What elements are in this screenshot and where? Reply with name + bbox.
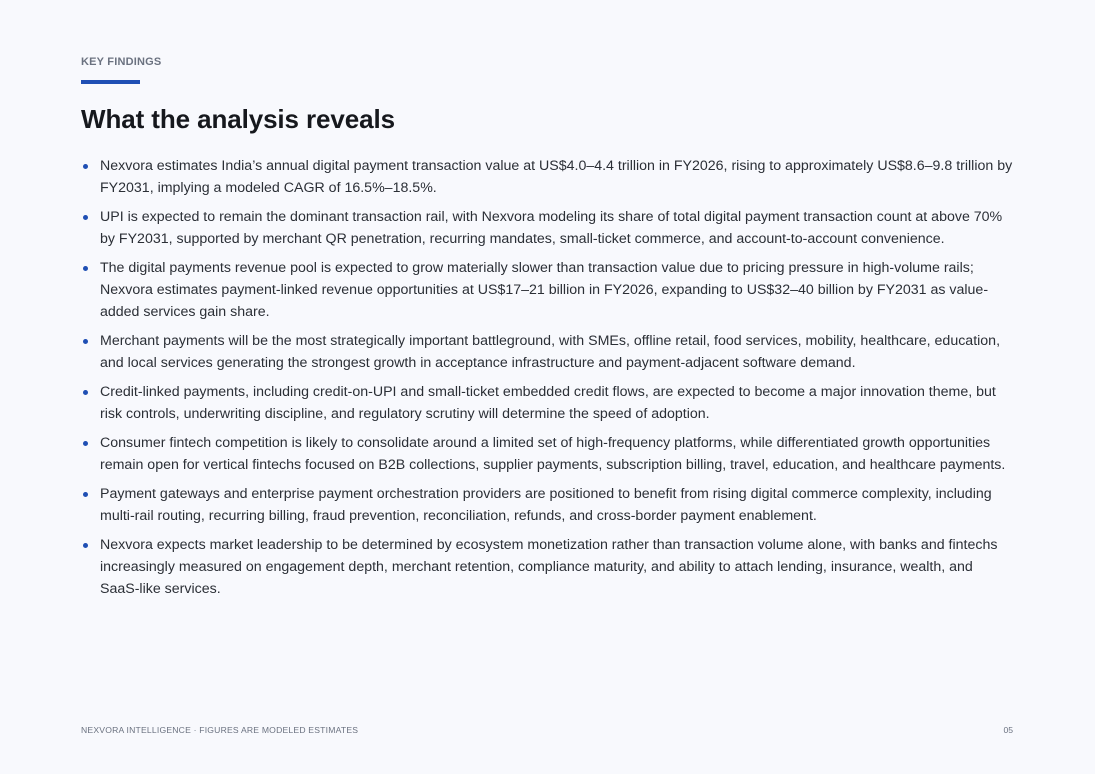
bullet-dot-icon — [83, 543, 88, 548]
finding-item — [81, 257, 1016, 323]
finding-text: Consumer fintech competition is likely to consolidate around a limited set of high-frequency platforms, while differentiated growth opportunities remain open for vertical fintechs focused on B2B collections, supplier payments, subscription billing, travel, education, and healthcare payments. — [100, 435, 1006, 473]
finding-item — [81, 330, 1016, 374]
finding-text: Credit-linked payments, including credit-on-UPI and small-ticket embedded credit flows, are expected to become a major innovation theme, but risk controls, underwriting discipline, and regulatory scrutiny will determine the speed of adoption. — [100, 384, 996, 422]
finding-text: Nexvora expects market leadership to be determined by ecosystem monetization rather than transaction volume alone, with banks and fintechs increasingly measured on engagement depth, merchant retention, compliance maturity, and ability to attach lending, insurance, wealth, and SaaS-like services. — [100, 537, 998, 597]
finding-item — [81, 206, 1016, 250]
finding-text: Merchant payments will be the most strategically important battleground, with SMEs, offline retail, food services, mobility, healthcare, education, and local services generating the strongest growth in acceptance infrastructure and payment-adjacent software demand. — [100, 333, 1001, 371]
finding-item — [81, 432, 1016, 476]
bullet-dot-icon — [83, 339, 88, 344]
finding-text: The digital payments revenue pool is expected to grow materially slower than transaction value due to pricing pressure in high-volume rails; Nexvora estimates payment-linked revenue opportunities at US$17–21 billion in FY2026, expanding to US$32–40 billion by FY2031 as value-added services gain share. — [100, 260, 989, 320]
bullet-dot-icon — [83, 492, 88, 497]
bullet-dot-icon — [83, 164, 88, 169]
bullet-dot-icon — [83, 215, 88, 220]
findings-list — [81, 155, 1016, 607]
finding-item — [81, 155, 1016, 199]
finding-item — [81, 381, 1016, 425]
footer-source: NEXVORA INTELLIGENCE · FIGURES ARE MODELED ESTIMATES — [81, 725, 359, 735]
finding-item — [81, 534, 1016, 600]
finding-text: Payment gateways and enterprise payment orchestration providers are positioned to benefit from rising digital commerce complexity, including multi-rail routing, recurring billing, fraud prevention, reconciliation, refunds, and cross-border payment enablement. — [100, 486, 992, 524]
section-eyebrow: KEY FINDINGS — [81, 56, 162, 68]
finding-text: UPI is expected to remain the dominant transaction rail, with Nexvora modeling its share of total digital payment transaction count at above 70% by FY2031, supported by merchant QR penetration, recurring mandates, small-ticket commerce, and account-to-account convenience. — [100, 209, 1003, 247]
accent-bar — [81, 80, 140, 84]
bullet-dot-icon — [83, 266, 88, 271]
finding-item — [81, 483, 1016, 527]
finding-text: Nexvora estimates India’s annual digital payment transaction value at US$4.0–4.4 trillion in FY2026, rising to approximately US$8.6–9.8 trillion by FY2031, implying a modeled CAGR of 16.5%–18.5%. — [100, 158, 1013, 196]
page-title: What the analysis reveals — [81, 104, 395, 134]
bullet-dot-icon — [83, 441, 88, 446]
bullet-dot-icon — [83, 390, 88, 395]
page-number: 05 — [1003, 725, 1013, 735]
